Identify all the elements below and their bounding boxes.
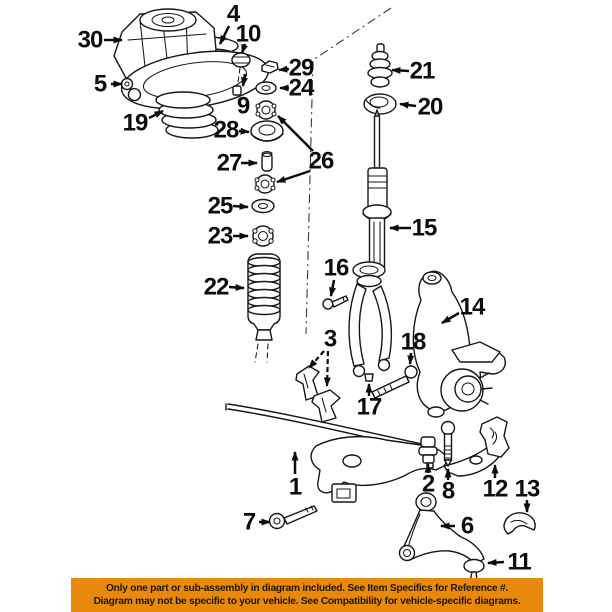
callout-label-5: 5 <box>93 70 107 98</box>
disclaimer-bar <box>71 578 543 612</box>
callout-arrow-26 <box>277 171 310 182</box>
upper-control-arm-17 <box>349 262 391 381</box>
callout-label-1: 1 <box>288 473 302 501</box>
callout-label-14: 14 <box>459 293 485 321</box>
callout-label-10: 10 <box>235 20 261 48</box>
callout-label-18: 18 <box>400 328 426 356</box>
callout-label-12: 12 <box>482 475 508 503</box>
callout-label-26: 26 <box>308 147 334 175</box>
strut-15 <box>363 110 391 272</box>
callout-label-20: 20 <box>417 93 443 121</box>
callout-label-13: 13 <box>514 475 540 503</box>
callout-arrow-4 <box>220 26 229 44</box>
callout-label-28: 28 <box>213 116 239 144</box>
callout-label-22: 22 <box>203 273 229 301</box>
callout-label-17: 17 <box>356 393 382 421</box>
callout-arrow-19 <box>149 111 163 118</box>
bolt-7 <box>270 506 318 529</box>
callout-label-30: 30 <box>77 26 103 54</box>
callout-label-24: 24 <box>288 74 314 102</box>
callout-label-4: 4 <box>226 0 240 28</box>
callout-label-15: 15 <box>411 214 437 242</box>
callout-arrow-3 <box>327 351 328 386</box>
bump-stop-21 <box>368 44 392 87</box>
callout-label-9: 9 <box>236 92 250 120</box>
callout-label-2: 2 <box>421 470 435 498</box>
callout-label-16: 16 <box>323 254 349 282</box>
bolt-16 <box>323 296 348 309</box>
callout-arrow-11 <box>488 562 504 563</box>
callout-arrow-16 <box>331 280 334 296</box>
callout-arrow-3 <box>309 351 324 368</box>
callout-label-27: 27 <box>216 149 242 177</box>
disclaimer-line-2: Diagram may not be specific to your vehicle. See Compatibility for vehicle-specific diagrams. <box>93 596 521 607</box>
callout-arrow-28 <box>239 131 249 132</box>
disclaimer-line-1: Only one part or sub-assembly in diagram included. See Item Specifics for Reference #. <box>106 582 508 594</box>
callout-arrow-29 <box>279 69 289 70</box>
callout-label-25: 25 <box>207 192 233 220</box>
callout-arrow-22 <box>229 287 244 288</box>
callout-label-11: 11 <box>507 548 531 576</box>
callout-arrow-25 <box>233 206 248 207</box>
callout-arrow-20 <box>400 104 416 106</box>
callout-label-23: 23 <box>207 222 233 250</box>
callout-label-21: 21 <box>409 57 435 85</box>
callout-label-6: 6 <box>460 512 474 540</box>
callout-label-7: 7 <box>242 508 256 536</box>
callout-label-8: 8 <box>441 477 455 505</box>
callout-label-3: 3 <box>323 325 337 353</box>
callout-label-29: 29 <box>288 54 314 82</box>
callout-label-19: 19 <box>122 109 148 137</box>
callout-arrow-21 <box>392 70 409 71</box>
mount-bushing-20 <box>364 94 396 114</box>
hardware-column <box>248 61 283 362</box>
brackets-3 <box>296 366 340 422</box>
clamp-13 <box>504 513 535 534</box>
